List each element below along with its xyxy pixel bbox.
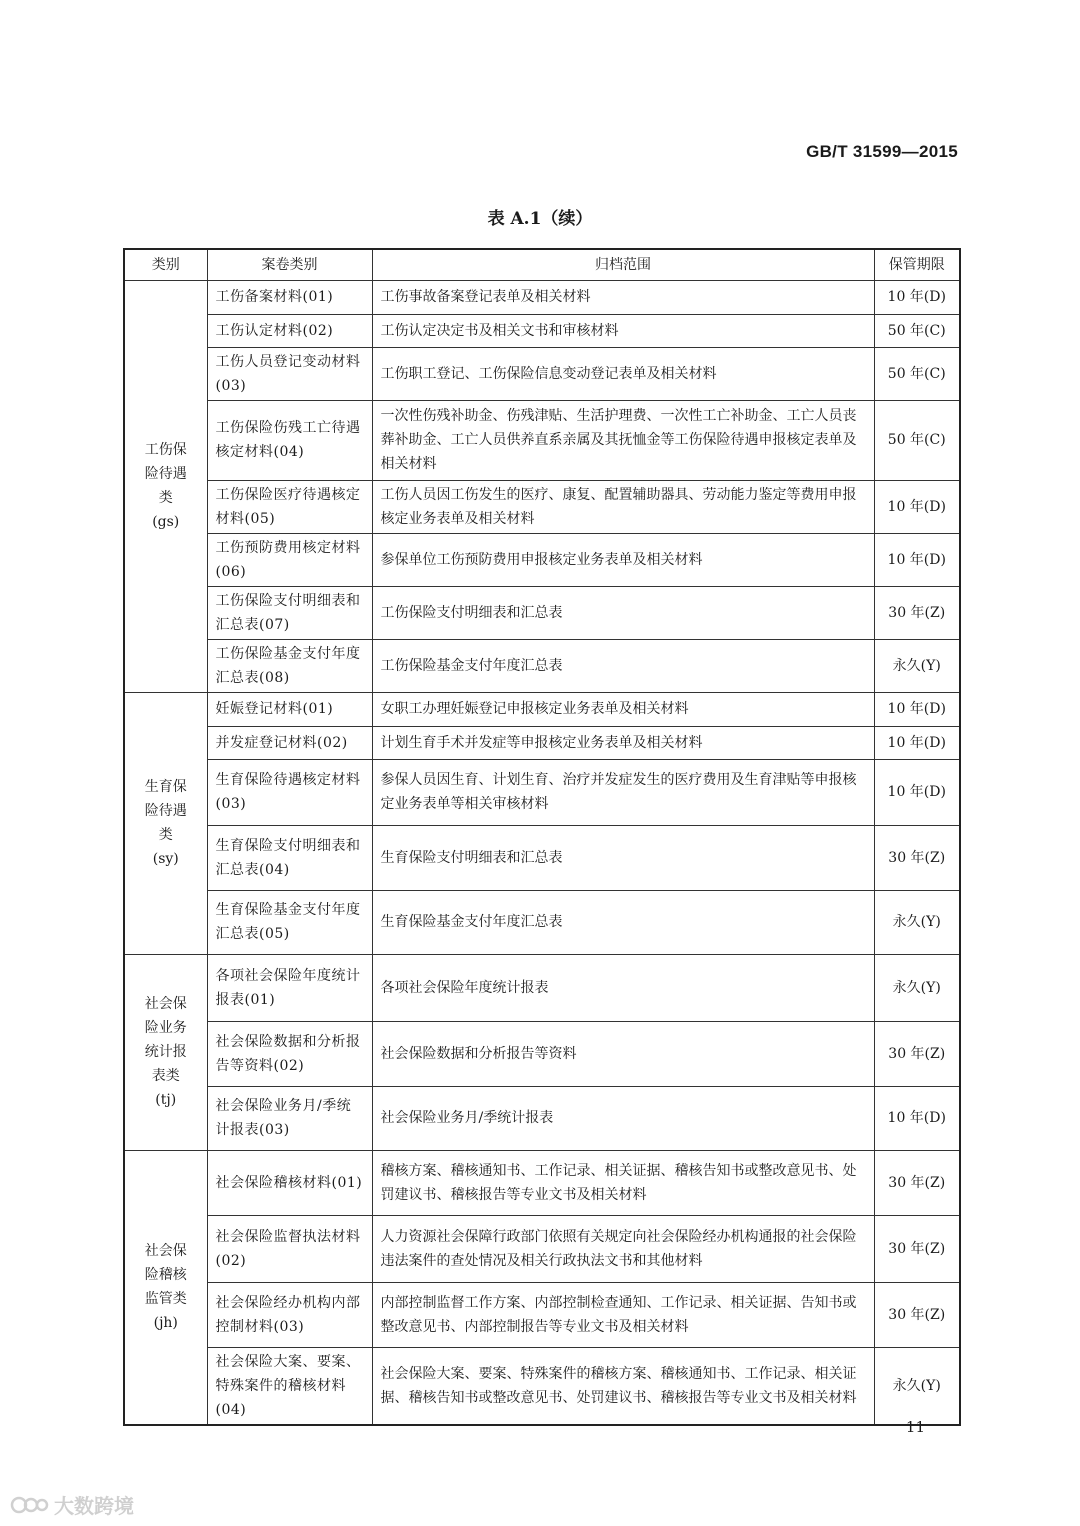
table-title: 表 A.1（续） — [487, 209, 593, 229]
case-category-cell: 工伤预防费用核定材料(06) — [207, 533, 372, 586]
scope-cell: 参保人员因生育、计划生育、治疗并发症发生的医疗费用及生育津贴等申报核定业务表单等相关审核材料 — [372, 759, 874, 825]
scope-cell: 人力资源社会保障行政部门依照有关规定向社会保险经办机构通报的社会保险违法案件的查处情况及相关行政执法文书和其他材料 — [372, 1215, 874, 1282]
header-scope: 归档范围 — [372, 249, 874, 280]
scope-cell: 工伤事故备案登记表单及相关材料 — [372, 280, 874, 314]
retention-cell: 50 年(C) — [874, 400, 960, 480]
category-cell: 社会保 险业务 统计报 表类 (tj) — [124, 954, 207, 1150]
retention-cell: 永久(Y) — [874, 890, 960, 954]
table-body — [124, 280, 960, 1425]
table-row — [124, 280, 960, 314]
scope-cell: 工伤职工登记、工伤保险信息变动登记表单及相关材料 — [372, 347, 874, 400]
table-row — [124, 825, 960, 890]
scope-cell: 稽核方案、稽核通知书、工作记录、相关证据、稽核告知书或整改意见书、处罚建议书、稽核报告等专业文书及相关材料 — [372, 1150, 874, 1215]
case-category-cell: 生育保险支付明细表和汇总表(04) — [207, 825, 372, 890]
retention-cell: 30 年(Z) — [874, 825, 960, 890]
case-category-cell: 工伤保险伤残工亡待遇核定材料(04) — [207, 400, 372, 480]
retention-cell: 10 年(D) — [874, 692, 960, 726]
retention-cell: 50 年(C) — [874, 314, 960, 347]
table-row — [124, 586, 960, 639]
scope-cell: 内部控制监督工作方案、内部控制检查通知、工作记录、相关证据、告知书或整改意见书、内部控制报告等专业文书及相关材料 — [372, 1282, 874, 1347]
retention-cell: 30 年(Z) — [874, 1150, 960, 1215]
page-number: 11 — [905, 1418, 925, 1436]
retention-cell: 30 年(Z) — [874, 586, 960, 639]
retention-cell: 10 年(D) — [874, 533, 960, 586]
scope-cell: 社会保险业务月/季统计报表 — [372, 1086, 874, 1150]
scope-cell: 计划生育手术并发症等申报核定业务表单及相关材料 — [372, 726, 874, 759]
case-category-cell: 社会保险稽核材料(01) — [207, 1150, 372, 1215]
watermark-logo-icon — [10, 1493, 50, 1517]
case-category-cell: 工伤备案材料(01) — [207, 280, 372, 314]
retention-cell: 10 年(D) — [874, 1086, 960, 1150]
case-category-cell: 社会保险经办机构内部控制材料(03) — [207, 1282, 372, 1347]
retention-cell: 10 年(D) — [874, 759, 960, 825]
case-category-cell: 生育保险基金支付年度汇总表(05) — [207, 890, 372, 954]
table-row — [124, 1021, 960, 1086]
case-category-cell: 工伤认定材料(02) — [207, 314, 372, 347]
retention-cell: 永久(Y) — [874, 1347, 960, 1425]
retention-cell: 10 年(D) — [874, 480, 960, 533]
table-row — [124, 314, 960, 347]
case-category-cell: 并发症登记材料(02) — [207, 726, 372, 759]
scope-cell: 工伤保险支付明细表和汇总表 — [372, 586, 874, 639]
table-row — [124, 692, 960, 726]
table-row — [124, 639, 960, 692]
archive-table — [123, 248, 961, 1426]
case-category-cell: 社会保险业务月/季统计报表(03) — [207, 1086, 372, 1150]
scope-cell: 工伤人员因工伤发生的医疗、康复、配置辅助器具、劳动能力鉴定等费用申报核定业务表单及相关材料 — [372, 480, 874, 533]
scope-cell: 参保单位工伤预防费用申报核定业务表单及相关材料 — [372, 533, 874, 586]
case-category-cell: 工伤保险支付明细表和汇总表(07) — [207, 586, 372, 639]
case-category-cell: 各项社会保险年度统计报表(01) — [207, 954, 372, 1021]
table-row — [124, 400, 960, 480]
standard-number: GB/T 31599—2015 — [806, 142, 958, 161]
table-row — [124, 726, 960, 759]
table-row — [124, 1150, 960, 1215]
retention-cell: 10 年(D) — [874, 280, 960, 314]
watermark — [10, 1490, 134, 1519]
scope-cell: 一次性伤残补助金、伤残津贴、生活护理费、一次性工亡补助金、工亡人员丧葬补助金、工亡人员供养直系亲属及其抚恤金等工伤保险待遇申报核定表单及相关材料 — [372, 400, 874, 480]
scope-cell: 社会保险大案、要案、特殊案件的稽核方案、稽核通知书、工作记录、相关证据、稽核告知书或整改意见书、处罚建议书、稽核报告等专业文书及相关材料 — [372, 1347, 874, 1425]
table-header-row — [124, 249, 960, 280]
header-retention: 保管期限 — [874, 249, 960, 280]
case-category-cell: 工伤人员登记变动材料(03) — [207, 347, 372, 400]
case-category-cell: 妊娠登记材料(01) — [207, 692, 372, 726]
category-cell: 社会保 险稽核 监管类 (jh) — [124, 1150, 207, 1425]
case-category-cell: 工伤保险基金支付年度汇总表(08) — [207, 639, 372, 692]
table-row — [124, 759, 960, 825]
retention-cell: 30 年(Z) — [874, 1021, 960, 1086]
table-row — [124, 890, 960, 954]
category-cell: 生育保 险待遇 类 (sy) — [124, 692, 207, 954]
table-row — [124, 480, 960, 533]
scope-cell: 生育保险基金支付年度汇总表 — [372, 890, 874, 954]
retention-cell: 永久(Y) — [874, 954, 960, 1021]
scope-cell: 工伤保险基金支付年度汇总表 — [372, 639, 874, 692]
table-row — [124, 1215, 960, 1282]
case-category-cell: 社会保险监督执法材料(02) — [207, 1215, 372, 1282]
scope-cell: 工伤认定决定书及相关文书和审核材料 — [372, 314, 874, 347]
header-category: 类别 — [124, 249, 207, 280]
header-case-category: 案卷类别 — [207, 249, 372, 280]
retention-cell: 永久(Y) — [874, 639, 960, 692]
retention-cell: 50 年(C) — [874, 347, 960, 400]
table-row — [124, 1086, 960, 1150]
case-category-cell: 社会保险数据和分析报告等资料(02) — [207, 1021, 372, 1086]
case-category-cell: 社会保险大案、要案、特殊案件的稽核材料(04) — [207, 1347, 372, 1425]
table-row — [124, 954, 960, 1021]
table-row — [124, 1282, 960, 1347]
retention-cell: 10 年(D) — [874, 726, 960, 759]
table-row — [124, 347, 960, 400]
retention-cell: 30 年(Z) — [874, 1282, 960, 1347]
table-row — [124, 1347, 960, 1425]
retention-cell: 30 年(Z) — [874, 1215, 960, 1282]
category-cell: 工伤保 险待遇 类 (gs) — [124, 280, 207, 692]
watermark-text: 大数跨境 — [54, 1494, 134, 1518]
scope-cell: 各项社会保险年度统计报表 — [372, 954, 874, 1021]
case-category-cell: 工伤保险医疗待遇核定材料(05) — [207, 480, 372, 533]
scope-cell: 社会保险数据和分析报告等资料 — [372, 1021, 874, 1086]
scope-cell: 生育保险支付明细表和汇总表 — [372, 825, 874, 890]
case-category-cell: 生育保险待遇核定材料(03) — [207, 759, 372, 825]
table-row — [124, 533, 960, 586]
scope-cell: 女职工办理妊娠登记申报核定业务表单及相关材料 — [372, 692, 874, 726]
